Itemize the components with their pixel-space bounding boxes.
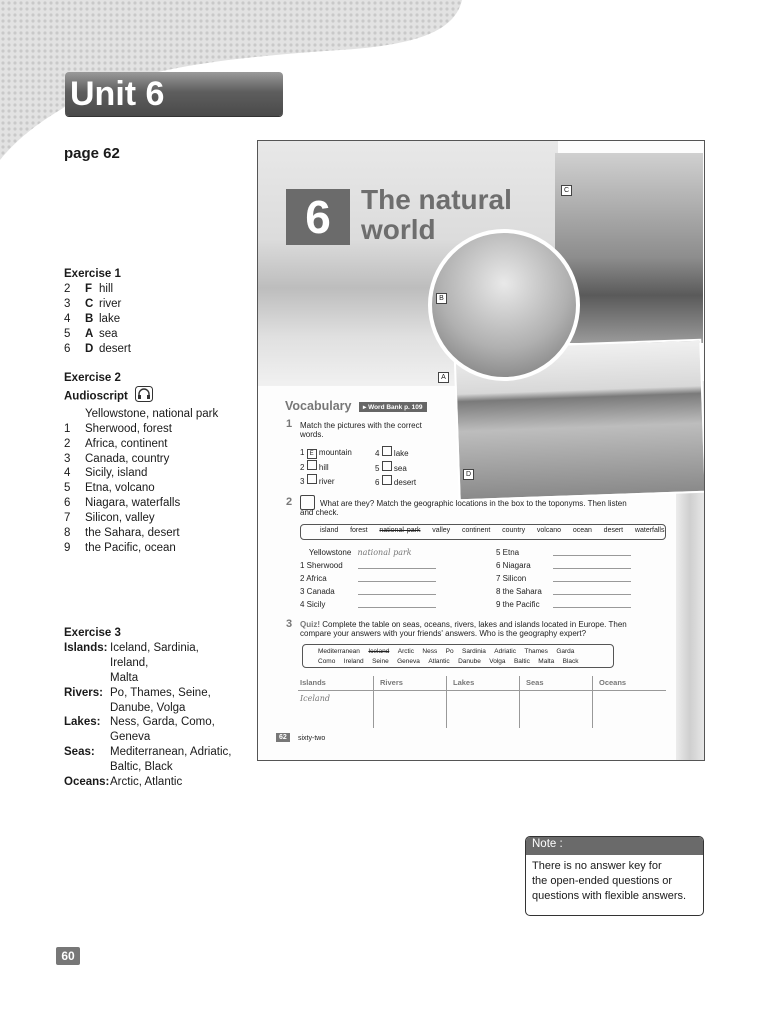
book-page-word: sixty-two bbox=[298, 735, 326, 742]
note-heading: Note : bbox=[526, 837, 703, 855]
book-page-thumbnail bbox=[257, 140, 705, 761]
blank-line bbox=[358, 581, 436, 582]
answer-row: 3 C river bbox=[64, 297, 122, 310]
audioscript-row: 1 Sherwood, forest bbox=[64, 422, 172, 435]
word-bank-tag: ▸ Word Bank p. 109 bbox=[359, 402, 427, 412]
blank-line bbox=[553, 594, 631, 595]
q3-instruction: Quiz! Complete the table on seas, oceans, rivers, lakes and islands located in Europe. Then compare your answers with your friends' answers. Who is the geography expert? bbox=[300, 620, 627, 638]
audioscript-row: 3 Canada, country bbox=[64, 452, 170, 465]
q2-word-list: island forest national park valley continent country volcano ocean desert waterfalls bbox=[320, 527, 665, 534]
audioscript-row: Yellowstone, national park bbox=[85, 407, 219, 420]
book-page-number: 62 bbox=[276, 733, 290, 742]
exercise-3-title: Exercise 3 bbox=[64, 627, 121, 639]
q3-table-header: Islands Rivers Lakes Seas Oceans bbox=[300, 678, 627, 687]
q2-instruction: What are they? Match the geographic locations in the box to the toponyms. Then listen and check. bbox=[300, 499, 627, 517]
q1-items-left: 1 E mountain 2 hill 3 river bbox=[300, 448, 352, 486]
exercise-1-title: Exercise 1 bbox=[64, 268, 121, 280]
photo-label-a: A bbox=[438, 372, 449, 383]
audioscript-row: 2 Africa, continent bbox=[64, 437, 168, 450]
table-rule bbox=[373, 676, 374, 728]
photo-label-c: C bbox=[561, 185, 572, 196]
vocabulary-heading: Vocabulary bbox=[285, 399, 352, 413]
blank-line bbox=[358, 607, 436, 608]
note-body: There is no answer key for the open-ended questions or questions with flexible answers. bbox=[532, 860, 687, 902]
page-number: 60 bbox=[56, 947, 80, 965]
question-number: 1 bbox=[286, 418, 293, 430]
answer-row: Oceans: Arctic, Atlantic bbox=[64, 776, 183, 789]
exercise-2-title: Exercise 2 bbox=[64, 372, 121, 384]
exercise-1 bbox=[64, 267, 131, 356]
exercise-2 bbox=[64, 371, 218, 556]
q2-left-list: Yellowstone national park 1 Sherwood 2 Africa 3 Canada 4 Sicily bbox=[300, 548, 412, 609]
audioscript-row: 8 the Sahara, desert bbox=[64, 527, 180, 540]
q1-instruction: Match the pictures with the correct words. bbox=[300, 421, 422, 439]
blank-line bbox=[553, 581, 631, 582]
exercise-3 bbox=[64, 626, 240, 790]
answer-row: 2 F hill bbox=[64, 282, 114, 295]
q1-items-right: 4 lake 5 sea 6 desert bbox=[375, 446, 416, 490]
blank-line bbox=[358, 568, 436, 569]
answer-row: Seas: Mediterranean, Adriatic, Baltic, Black bbox=[64, 746, 232, 774]
question-number: 2 bbox=[286, 496, 293, 508]
audioscript-row: 6 Niagara, waterfalls bbox=[64, 497, 181, 510]
chapter-number: 6 bbox=[286, 189, 350, 245]
blank-line bbox=[553, 568, 631, 569]
answer-row: Islands: Iceland, Sardinia, Ireland, Malta bbox=[64, 641, 199, 684]
blank-line bbox=[553, 607, 631, 608]
note-box bbox=[525, 836, 704, 916]
photo-label-b: B bbox=[436, 293, 447, 304]
chapter-title: The natural world bbox=[361, 184, 512, 245]
audioscript-label: Audioscript bbox=[64, 386, 218, 407]
q3-example: Iceland bbox=[300, 694, 330, 703]
table-rule bbox=[592, 676, 593, 728]
audioscript-row: 9 the Pacific, ocean bbox=[64, 541, 176, 554]
question-number: 3 bbox=[286, 618, 293, 630]
blank-line bbox=[553, 555, 631, 556]
answer-row: Rivers: Po, Thames, Seine, Danube, Volga bbox=[64, 686, 211, 714]
answer-row: Lakes: Ness, Garda, Como, Geneva bbox=[64, 716, 215, 744]
audioscript-row: 4 Sicily, island bbox=[64, 467, 148, 480]
answer-row: 5 A sea bbox=[64, 327, 118, 340]
table-rule bbox=[519, 676, 520, 728]
table-rule bbox=[446, 676, 447, 728]
answer-row: 6 D desert bbox=[64, 342, 131, 355]
headphones-icon bbox=[135, 386, 153, 407]
audioscript-row: 5 Etna, volcano bbox=[64, 482, 155, 495]
audioscript-row: 7 Silicon, valley bbox=[64, 512, 155, 525]
blank-line bbox=[358, 594, 436, 595]
q2-right-list: 5 Etna 6 Niagara 7 Silicon 8 the Sahara 9 the Pacific bbox=[496, 548, 542, 609]
photo-label-d: D bbox=[463, 469, 474, 480]
answer-row: 4 B lake bbox=[64, 312, 121, 325]
lake-flag-photo bbox=[428, 229, 580, 381]
page-label: page 62 bbox=[64, 145, 120, 162]
unit-title: Unit 6 bbox=[70, 75, 165, 113]
q3-word-list: Mediterranean Iceland Arctic Ness Po Sardinia Adriatic Thames Garda Como Ireland Seine Geneva Atlantic Danube Volga Baltic Malta Black bbox=[318, 648, 579, 665]
table-rule bbox=[298, 690, 666, 691]
